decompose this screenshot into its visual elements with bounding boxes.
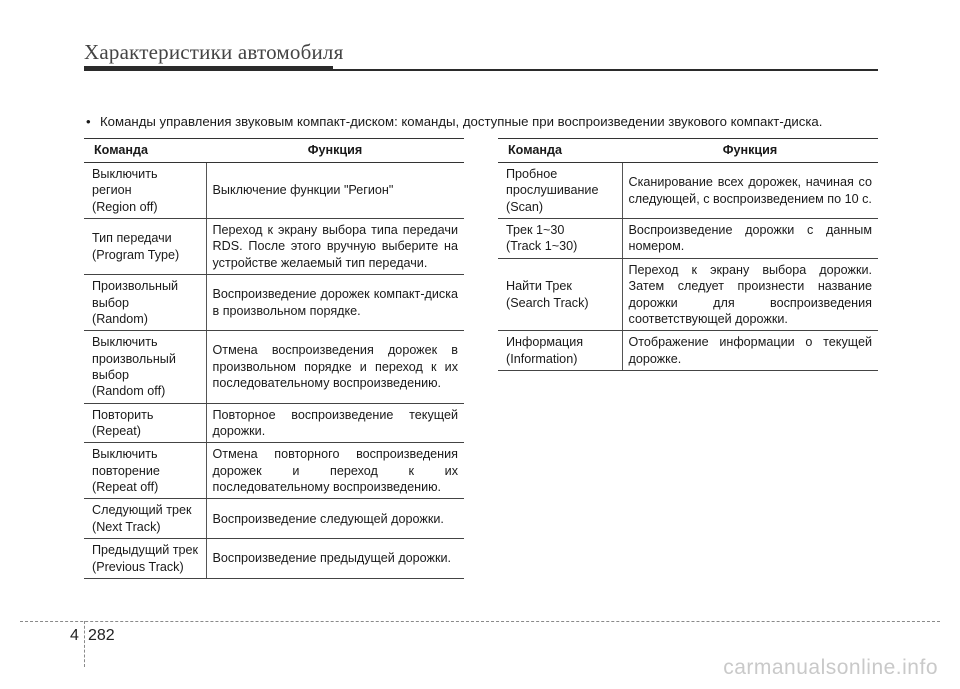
table-row	[498, 163, 878, 219]
table-row	[84, 275, 464, 331]
section-title: Характеристики автомобиля	[84, 40, 344, 64]
commands-table-right	[498, 138, 878, 371]
function-cell: Переход к экрану выбора дорожки. Затем следует произнести название дорожки для воспроизведения соответствующей дорожки.	[622, 258, 878, 330]
command-cell: Трек 1~30 (Track 1~30)	[498, 219, 622, 259]
command-cell: Произвольный выбор (Random)	[84, 275, 206, 331]
function-cell: Отмена повторного воспроизведения дорожек и переход к их последовательному воспроизведению.	[206, 443, 464, 499]
table-row	[84, 163, 464, 219]
command-cell: Выключить повторение (Repeat off)	[84, 443, 206, 499]
function-cell: Отображение информации о текущей дорожке.	[622, 331, 878, 371]
table-body	[498, 163, 878, 371]
table-row	[84, 539, 464, 579]
bullet-icon: •	[86, 114, 91, 129]
function-cell: Переход к экрану выбора типа передачи RDS. После этого вручную выберите на устройстве желаемый тип передачи.	[206, 219, 464, 275]
footer-dashed-rule	[20, 621, 940, 622]
table-body	[84, 163, 464, 579]
command-cell: Следующий трек (Next Track)	[84, 499, 206, 539]
function-cell: Повторное воспроизведение текущей дорожки.	[206, 403, 464, 443]
command-cell: Тип передачи (Program Type)	[84, 219, 206, 275]
table-row	[498, 331, 878, 371]
command-cell: Пробное прослушивание (Scan)	[498, 163, 622, 219]
intro-text: Команды управления звуковым компакт-диском: команды, доступные при воспроизведении звукового компакт-диска.	[100, 114, 823, 129]
command-cell: Выключить регион (Region off)	[84, 163, 206, 219]
column-header-function: Функция	[206, 139, 464, 163]
command-cell: Предыдущий трек (Previous Track)	[84, 539, 206, 579]
table-row	[84, 443, 464, 499]
table-header-row	[498, 139, 878, 163]
chapter-number: 4	[70, 627, 79, 644]
table-row	[498, 219, 878, 259]
function-cell: Воспроизведение следующей дорожки.	[206, 499, 464, 539]
page-number	[70, 627, 115, 645]
table-row	[84, 331, 464, 403]
function-cell: Отмена воспроизведения дорожек в произвольном порядке и переход к их последовательному воспроизведению.	[206, 331, 464, 403]
intro-paragraph	[86, 114, 822, 129]
commands-table-left	[84, 138, 464, 579]
function-cell: Сканирование всех дорожек, начиная со следующей, с воспроизведением по 10 с.	[622, 163, 878, 219]
header-rule-thin	[333, 69, 878, 71]
table-row	[84, 403, 464, 443]
function-cell: Воспроизведение предыдущей дорожки.	[206, 539, 464, 579]
command-cell: Повторить (Repeat)	[84, 403, 206, 443]
watermark: carmanualsonline.info	[723, 656, 938, 679]
column-header-function: Функция	[622, 139, 878, 163]
table-row	[84, 219, 464, 275]
function-cell: Воспроизведение дорожки с данным номером.	[622, 219, 878, 259]
table-header-row	[84, 139, 464, 163]
command-cell: Выключить произвольный выбор (Random off)	[84, 331, 206, 403]
command-cell: Найти Трек (Search Track)	[498, 258, 622, 330]
function-cell: Воспроизведение дорожек компакт-диска в произвольном порядке.	[206, 275, 464, 331]
column-header-command: Команда	[498, 139, 622, 163]
table-row	[498, 258, 878, 330]
column-header-command: Команда	[84, 139, 206, 163]
table-row	[84, 499, 464, 539]
function-cell: Выключение функции "Регион"	[206, 163, 464, 219]
page-number-value: 282	[88, 627, 115, 644]
command-cell: Информация (Information)	[498, 331, 622, 371]
header-rule-thick	[84, 66, 333, 71]
